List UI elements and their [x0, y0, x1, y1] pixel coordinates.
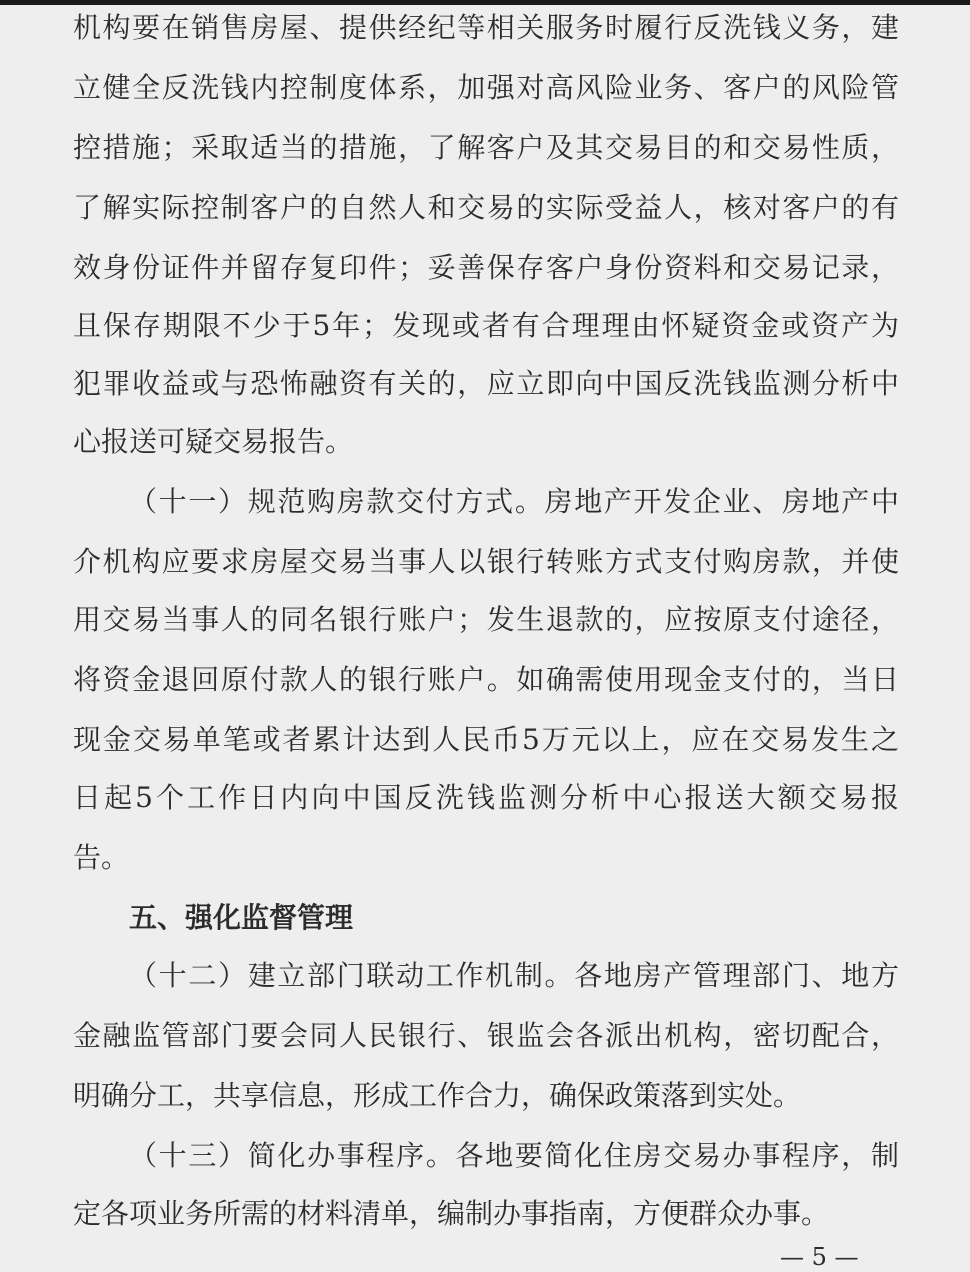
text-span: 各地房产管理部门、地方 [574, 959, 899, 992]
text-span: 各地要简化住房交易办事程序，制 [455, 1139, 899, 1172]
text-line: 金融监管部门要会同人民银行、银监会各派出机构，密切配合， [73, 1019, 899, 1052]
text-line: 控措施；采取适当的措施，了解客户及其交易目的和交易性质， [73, 131, 899, 164]
item-heading-11: （十一）规范购房款交付方式。 [129, 485, 545, 518]
item-heading-13: （十三）简化办事程序。 [129, 1139, 456, 1172]
paragraph-first-line [129, 956, 899, 996]
text-line: 日起5个工作日内向中国反洗钱监测分析中心报送大额交易报 [73, 781, 899, 814]
paragraph-first-line [129, 482, 899, 522]
text-line: 且保存期限不少于5年；发现或者有合理理由怀疑资金或资产为 [73, 309, 899, 342]
text-line: 介机构应要求房屋交易当事人以银行转账方式支付购房款，并使 [73, 545, 899, 578]
paragraph-first-line [129, 1136, 899, 1176]
text-line: 明确分工，共享信息，形成工作合力，确保政策落到实处。 [73, 1079, 802, 1112]
text-line: 效身份证件并留存复印件；妥善保存客户身份资料和交易记录， [73, 251, 899, 284]
text-span: 房地产开发企业、房地产中 [544, 485, 899, 518]
item-heading-12: （十二）建立部门联动工作机制。 [129, 959, 575, 992]
text-line: 心报送可疑交易报告。 [73, 425, 354, 458]
text-line: 立健全反洗钱内控制度体系，加强对高风险业务、客户的风险管 [73, 71, 899, 104]
text-line: 犯罪收益或与恐怖融资有关的，应立即向中国反洗钱监测分析中 [73, 367, 899, 400]
text-line: 了解实际控制客户的自然人和交易的实际受益人，核对客户的有 [73, 191, 899, 224]
text-line: 告。 [73, 841, 130, 874]
section-heading: 五、强化监督管理 [129, 901, 354, 934]
page-number: — 5 — [780, 1243, 859, 1271]
text-line: 将资金退回原付款人的银行账户。如确需使用现金支付的，当日 [73, 663, 899, 696]
text-line: 机构要在销售房屋、提供经纪等相关服务时履行反洗钱义务，建 [73, 11, 899, 44]
text-line: 定各项业务所需的材料清单，编制办事指南，方便群众办事。 [73, 1197, 830, 1230]
text-line: 用交易当事人的同名银行账户；发生退款的，应按原支付途径， [73, 603, 899, 636]
text-line: 现金交易单笔或者累计达到人民币5万元以上，应在交易发生之 [73, 723, 899, 756]
